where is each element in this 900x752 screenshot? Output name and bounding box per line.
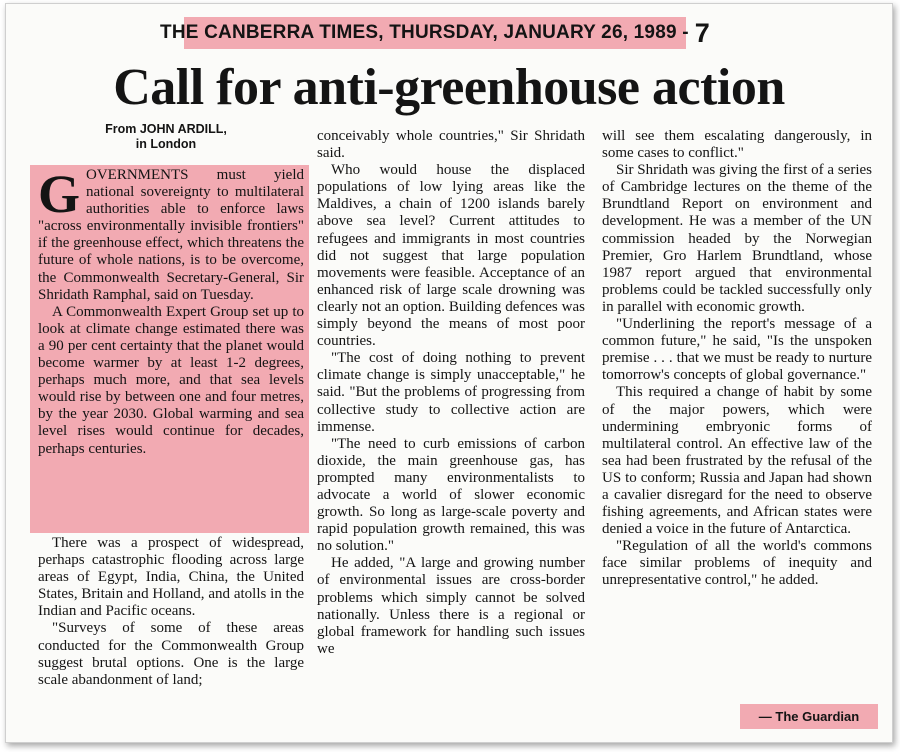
paragraph: This required a change of habit by some of the major powers, which were undermining embryonic forms of multilateral control. An effective law of the sea had been frustrated by the refusal of the US to conform; Russia and Japan had shown a cavalier disregard for the need to observe fishing agreements, and African states were denied a voice in the future of Antarctica.: [602, 384, 872, 538]
byline-location: in London: [135, 137, 197, 151]
lede-paragraph: [38, 164, 304, 304]
article-column-1-continued: [38, 535, 304, 689]
masthead: [160, 17, 710, 49]
paragraph: There was a prospect of widespread, perhaps catastrophic flooding across large areas of Egypt, India, China, the United States, Britain and Holland, and atolls in the Indian and Pacific oceans.: [38, 535, 304, 620]
paragraph: "Regulation of all the world's commons face similar problems of inequity and unrepresentative control," he added.: [602, 538, 872, 589]
drop-cap: G: [38, 164, 81, 224]
paragraph: "Surveys of some of these areas conducted for the Commonwealth Group suggest brutal options. One is the large scale abandonment of land;: [38, 620, 304, 688]
paragraph: conceivably whole countries," Sir Shridath said.: [317, 128, 585, 162]
paragraph: He added, "A large and growing number of environmental issues are cross-border problems which simply cannot be solved nationally. Unless there is a regional or global framework for handling such issues we: [317, 555, 585, 657]
paragraph: Who would house the displaced populations of low lying areas like the Maldives, a chain of 1200 islands barely above sea level? Current attitudes to refugees and immigrants in most countries did not suggest that large population movements were feasible. Acceptance of an enhanced risk of large scale drowning was clearly not an option. Building defences was simply beyond the means of most poor countries.: [317, 162, 585, 350]
source-credit: — The Guardian: [740, 704, 878, 729]
paragraph: A Commonwealth Expert Group set up to look at climate change estimated there was a 90 per cent certainty that the planet would become warmer by at least 1-2 degrees, perhaps much more, and that sea levels would rise by between one and four metres, by the year 2030. Global warming and sea level rises would continue for decades, perhaps centuries.: [38, 303, 304, 457]
paragraph: "Underlining the report's message of a common future," he said, "Is the unspoken premise . . . that we must be ready to nurture tomorrow's concepts of global governance.": [602, 316, 872, 384]
masthead-text: THE CANBERRA TIMES, THURSDAY, JANUARY 26, 1989 -: [160, 22, 689, 43]
newspaper-clipping: [5, 3, 893, 743]
paragraph: "The need to curb emissions of carbon dioxide, the main greenhouse gas, has prompted many environmentalists to advocate a world of slower economic growth. So long as large-scale poverty and rapid population growth remained, this was no solution.": [317, 435, 585, 555]
article-column-3: [602, 128, 872, 590]
article-column-2: [317, 128, 585, 658]
paragraph: "The cost of doing nothing to prevent climate change is simply unacceptable," he said. "But the problems of progressing from collective study to collective action are immense.: [317, 350, 585, 435]
paragraph: will see them escalating dangerously, in some cases to conflict.": [602, 128, 872, 162]
headline: Call for anti-greenhouse action: [113, 59, 785, 116]
byline-block: [32, 122, 300, 152]
paragraph: Sir Shridath was giving the first of a series of Cambridge lectures on the theme of the Brundtland Report on environment and development. He was a member of the UN commission headed by the Norwegian Premier, Gro Harlem Brundtland, whose 1987 report argued that environmental problems could be tackled successfully only in parallel with economic growth.: [602, 162, 872, 315]
article-column-1-highlighted: [38, 164, 304, 458]
byline-author: From JOHN ARDILL,: [105, 122, 227, 136]
page-number: 7: [694, 17, 710, 48]
lede-text: OVERNMENTS must yield national sovereignty to multilateral authorities able to enforce laws "across environmentally invisible frontiers" if the greenhouse effect, which threatens the future of whole nations, is to be overcome, the Commonwealth Secretary-General, Sir Shridath Ramphal, said on Tuesday.: [38, 167, 304, 303]
